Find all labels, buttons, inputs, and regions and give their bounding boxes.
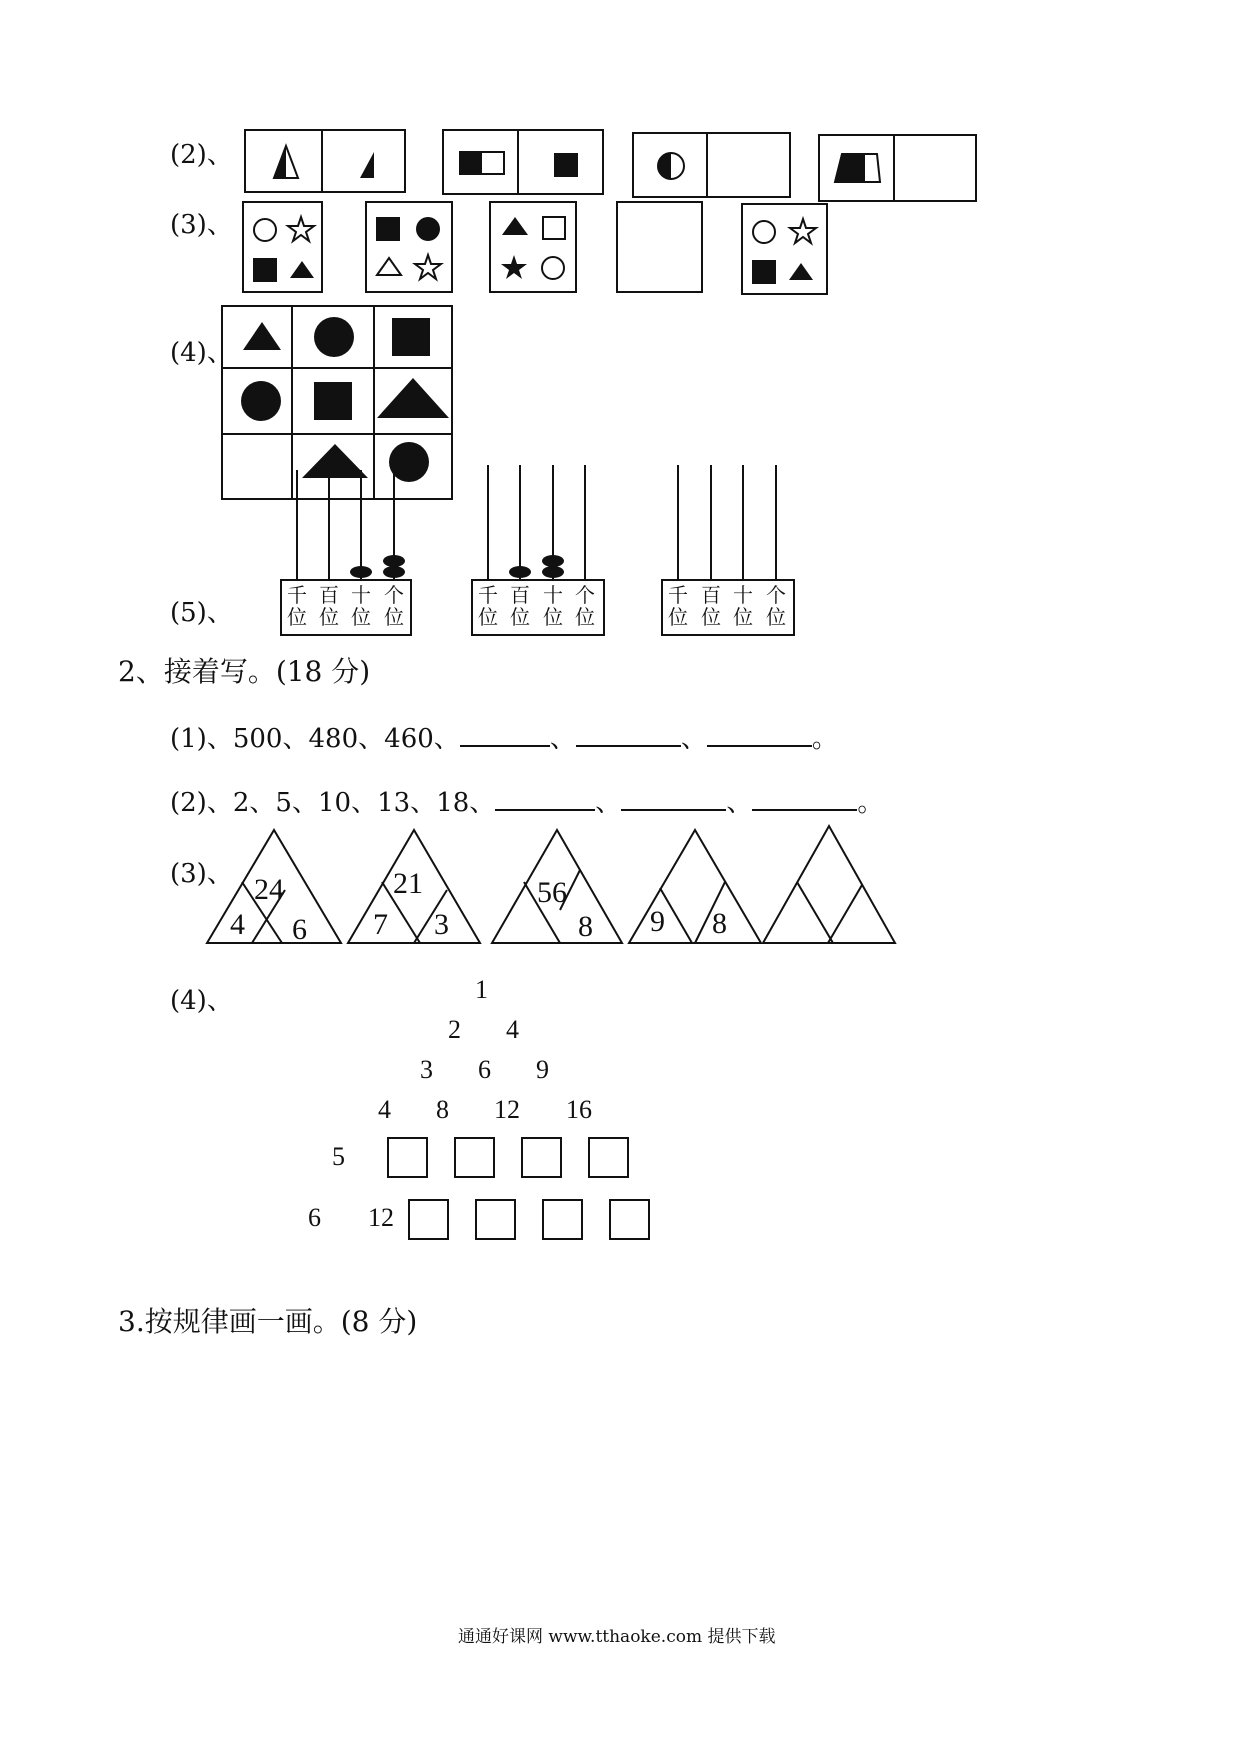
answer-box[interactable] bbox=[455, 1138, 494, 1177]
triangle-3-top: 56 bbox=[537, 876, 567, 909]
triangle-icon bbox=[377, 378, 449, 418]
seq-value: 500 bbox=[232, 724, 283, 754]
triangle-4-left: 9 bbox=[650, 905, 665, 938]
q1-part2-label: (2)、 bbox=[170, 140, 233, 170]
star-outline-icon bbox=[288, 217, 314, 241]
shape-box-3 bbox=[490, 202, 576, 292]
answer-blank[interactable] bbox=[460, 719, 550, 747]
abacus-place-hundreds: 百 位 bbox=[510, 583, 530, 629]
page-footer: 通通好课网 www.tthaoke.com 提供下载 bbox=[458, 1627, 776, 1647]
triangle-1-top: 24 bbox=[254, 873, 284, 906]
circle-outline-icon bbox=[542, 257, 564, 279]
separator: 、 bbox=[726, 788, 753, 818]
pyramid-r4-c2: 8 bbox=[436, 1095, 449, 1124]
trapezoid-icon bbox=[835, 154, 880, 182]
pyramid-r2-c2: 4 bbox=[506, 1015, 519, 1044]
abacus-bead bbox=[350, 566, 372, 578]
pyramid-r3-c1: 3 bbox=[420, 1055, 433, 1084]
pyramid-r4-c1: 4 bbox=[378, 1095, 391, 1124]
seq-value: 10 bbox=[317, 788, 352, 818]
separator: 、 bbox=[469, 788, 496, 818]
triangle-icon bbox=[290, 261, 314, 278]
square-icon bbox=[752, 260, 776, 284]
shape-box-5 bbox=[742, 204, 827, 294]
triangle-icon bbox=[243, 322, 281, 350]
triangle-numbers bbox=[0, 820, 1240, 960]
abacus-place-ones: 个 位 bbox=[766, 583, 786, 629]
separator: 、 bbox=[291, 788, 318, 818]
square-icon bbox=[554, 153, 578, 177]
q2-part3-label: (3)、 bbox=[170, 859, 233, 889]
q2-part1-label: (1)、 bbox=[170, 724, 233, 754]
small-triangle-icon bbox=[360, 152, 374, 178]
square-icon bbox=[392, 318, 430, 356]
separator: 、 bbox=[549, 724, 576, 754]
triangle-2-left: 7 bbox=[373, 908, 388, 941]
triangle-icon bbox=[502, 217, 528, 235]
triangle-2-right: 3 bbox=[434, 908, 449, 941]
q2-part4-label: (4)、 bbox=[170, 986, 233, 1016]
circle-icon bbox=[241, 381, 281, 421]
shape-grid bbox=[222, 306, 452, 499]
triangle-4-right: 8 bbox=[712, 907, 727, 940]
period: 。 bbox=[857, 788, 884, 818]
q1-part3-figures bbox=[0, 195, 1240, 305]
abacus-2-labels bbox=[472, 582, 604, 634]
circle-outline-icon bbox=[254, 219, 276, 241]
star-outline-icon bbox=[790, 219, 816, 243]
triangle-icon bbox=[789, 263, 813, 280]
square-icon bbox=[314, 382, 352, 420]
q1-part3-label: (3)、 bbox=[170, 210, 233, 240]
separator: 、 bbox=[351, 788, 378, 818]
q1-part4-5-figures bbox=[0, 300, 1240, 645]
shape-box-1 bbox=[243, 202, 322, 292]
abacus-place-hundreds: 百 位 bbox=[701, 583, 721, 629]
answer-box[interactable] bbox=[543, 1200, 582, 1239]
abacus-place-tens: 十 位 bbox=[351, 583, 371, 629]
separator: 、 bbox=[595, 788, 622, 818]
triangle-outline-icon bbox=[377, 258, 401, 275]
seq-value: 2 bbox=[232, 788, 250, 818]
star-outline-icon bbox=[415, 255, 441, 279]
seq-value: 13 bbox=[377, 788, 411, 818]
separator: 、 bbox=[358, 724, 385, 754]
half-rectangle-icon bbox=[460, 152, 504, 174]
answer-box[interactable] bbox=[589, 1138, 628, 1177]
abacus-bead bbox=[383, 566, 405, 578]
pyramid-r4-c3: 12 bbox=[494, 1095, 520, 1124]
abacus-place-ones: 个 位 bbox=[575, 583, 595, 629]
abacus-bead bbox=[542, 566, 564, 578]
answer-blank[interactable] bbox=[752, 783, 857, 811]
answer-blank[interactable] bbox=[576, 719, 681, 747]
pattern-pair-3 bbox=[633, 133, 790, 197]
abacus-bead bbox=[383, 555, 405, 567]
abacus-1-labels bbox=[281, 582, 411, 634]
half-triangle-icon bbox=[274, 146, 298, 178]
square-outline-icon bbox=[543, 217, 565, 239]
pyramid-r3-c3: 9 bbox=[536, 1055, 549, 1084]
period: 。 bbox=[811, 724, 838, 754]
separator: 、 bbox=[249, 788, 276, 818]
separator: 、 bbox=[410, 788, 437, 818]
answer-box[interactable] bbox=[610, 1200, 649, 1239]
answer-box[interactable] bbox=[476, 1200, 515, 1239]
answer-blank[interactable] bbox=[495, 783, 595, 811]
triangle-icon bbox=[302, 444, 368, 478]
q3-title: 3.按规律画一画。(8 分) bbox=[118, 1305, 418, 1338]
seq-value: 480 bbox=[308, 724, 359, 754]
answer-blank[interactable] bbox=[621, 783, 726, 811]
abacus-3-labels bbox=[662, 582, 794, 634]
abacus-place-tens: 十 位 bbox=[733, 583, 753, 629]
q1-part4-label: (4)、 bbox=[170, 338, 233, 368]
answer-box[interactable] bbox=[409, 1200, 448, 1239]
shape-box-2 bbox=[366, 202, 452, 292]
abacus-bead bbox=[509, 566, 531, 578]
abacus-place-ones: 个 位 bbox=[384, 583, 404, 629]
circle-icon bbox=[416, 217, 440, 241]
pyramid-r2-c1: 2 bbox=[448, 1015, 461, 1044]
star-icon bbox=[501, 255, 527, 279]
abacus-place-hundreds: 百 位 bbox=[319, 583, 339, 629]
pyramid-r4-c4: 16 bbox=[566, 1095, 592, 1124]
pyramid-r6-c2: 12 bbox=[368, 1203, 394, 1232]
triangle-3-right: 8 bbox=[578, 910, 593, 943]
separator: 、 bbox=[282, 724, 309, 754]
q2-part2-label: (2)、 bbox=[170, 788, 233, 818]
triangle-1-right: 6 bbox=[292, 913, 307, 946]
pyramid-r1-c1: 1 bbox=[475, 975, 488, 1004]
half-circle-icon bbox=[658, 153, 684, 179]
separator: 、 bbox=[680, 724, 707, 754]
circle-outline-icon bbox=[753, 221, 775, 243]
abacus-place-thousands: 千 位 bbox=[287, 583, 307, 629]
pyramid-r6-c1: 6 bbox=[308, 1203, 321, 1232]
triangle-1-left: 4 bbox=[230, 908, 245, 941]
pyramid-r5-c1: 5 bbox=[332, 1142, 345, 1171]
answer-blank[interactable] bbox=[707, 719, 812, 747]
seq-value: 460 bbox=[384, 724, 434, 754]
abacus-place-tens: 十 位 bbox=[543, 583, 563, 629]
q2-part2 bbox=[170, 782, 883, 819]
abacus-place-thousands: 千 位 bbox=[478, 583, 498, 629]
q2-title: 2、接着写。(18 分) bbox=[118, 655, 371, 688]
circle-icon bbox=[314, 317, 354, 357]
pattern-pair-2 bbox=[443, 130, 603, 194]
pattern-pair-4 bbox=[819, 135, 976, 201]
square-icon bbox=[376, 217, 400, 241]
pyramid-r3-c2: 6 bbox=[478, 1055, 491, 1084]
square-icon bbox=[253, 258, 277, 282]
answer-box[interactable] bbox=[388, 1138, 427, 1177]
pyramid-answer-boxes bbox=[0, 1130, 1240, 1260]
q1-part5-label: (5)、 bbox=[170, 598, 233, 628]
answer-box[interactable] bbox=[522, 1138, 561, 1177]
abacus-place-thousands: 千 位 bbox=[668, 583, 688, 629]
seq-value: 18 bbox=[436, 788, 470, 818]
triangle-2-top: 21 bbox=[393, 867, 423, 900]
pattern-pair-1 bbox=[245, 130, 405, 192]
separator: 、 bbox=[433, 724, 460, 754]
q2-part1 bbox=[170, 718, 838, 755]
seq-value: 5 bbox=[275, 788, 292, 818]
shape-box-4-empty bbox=[617, 202, 702, 292]
abacus-bead bbox=[542, 555, 564, 567]
